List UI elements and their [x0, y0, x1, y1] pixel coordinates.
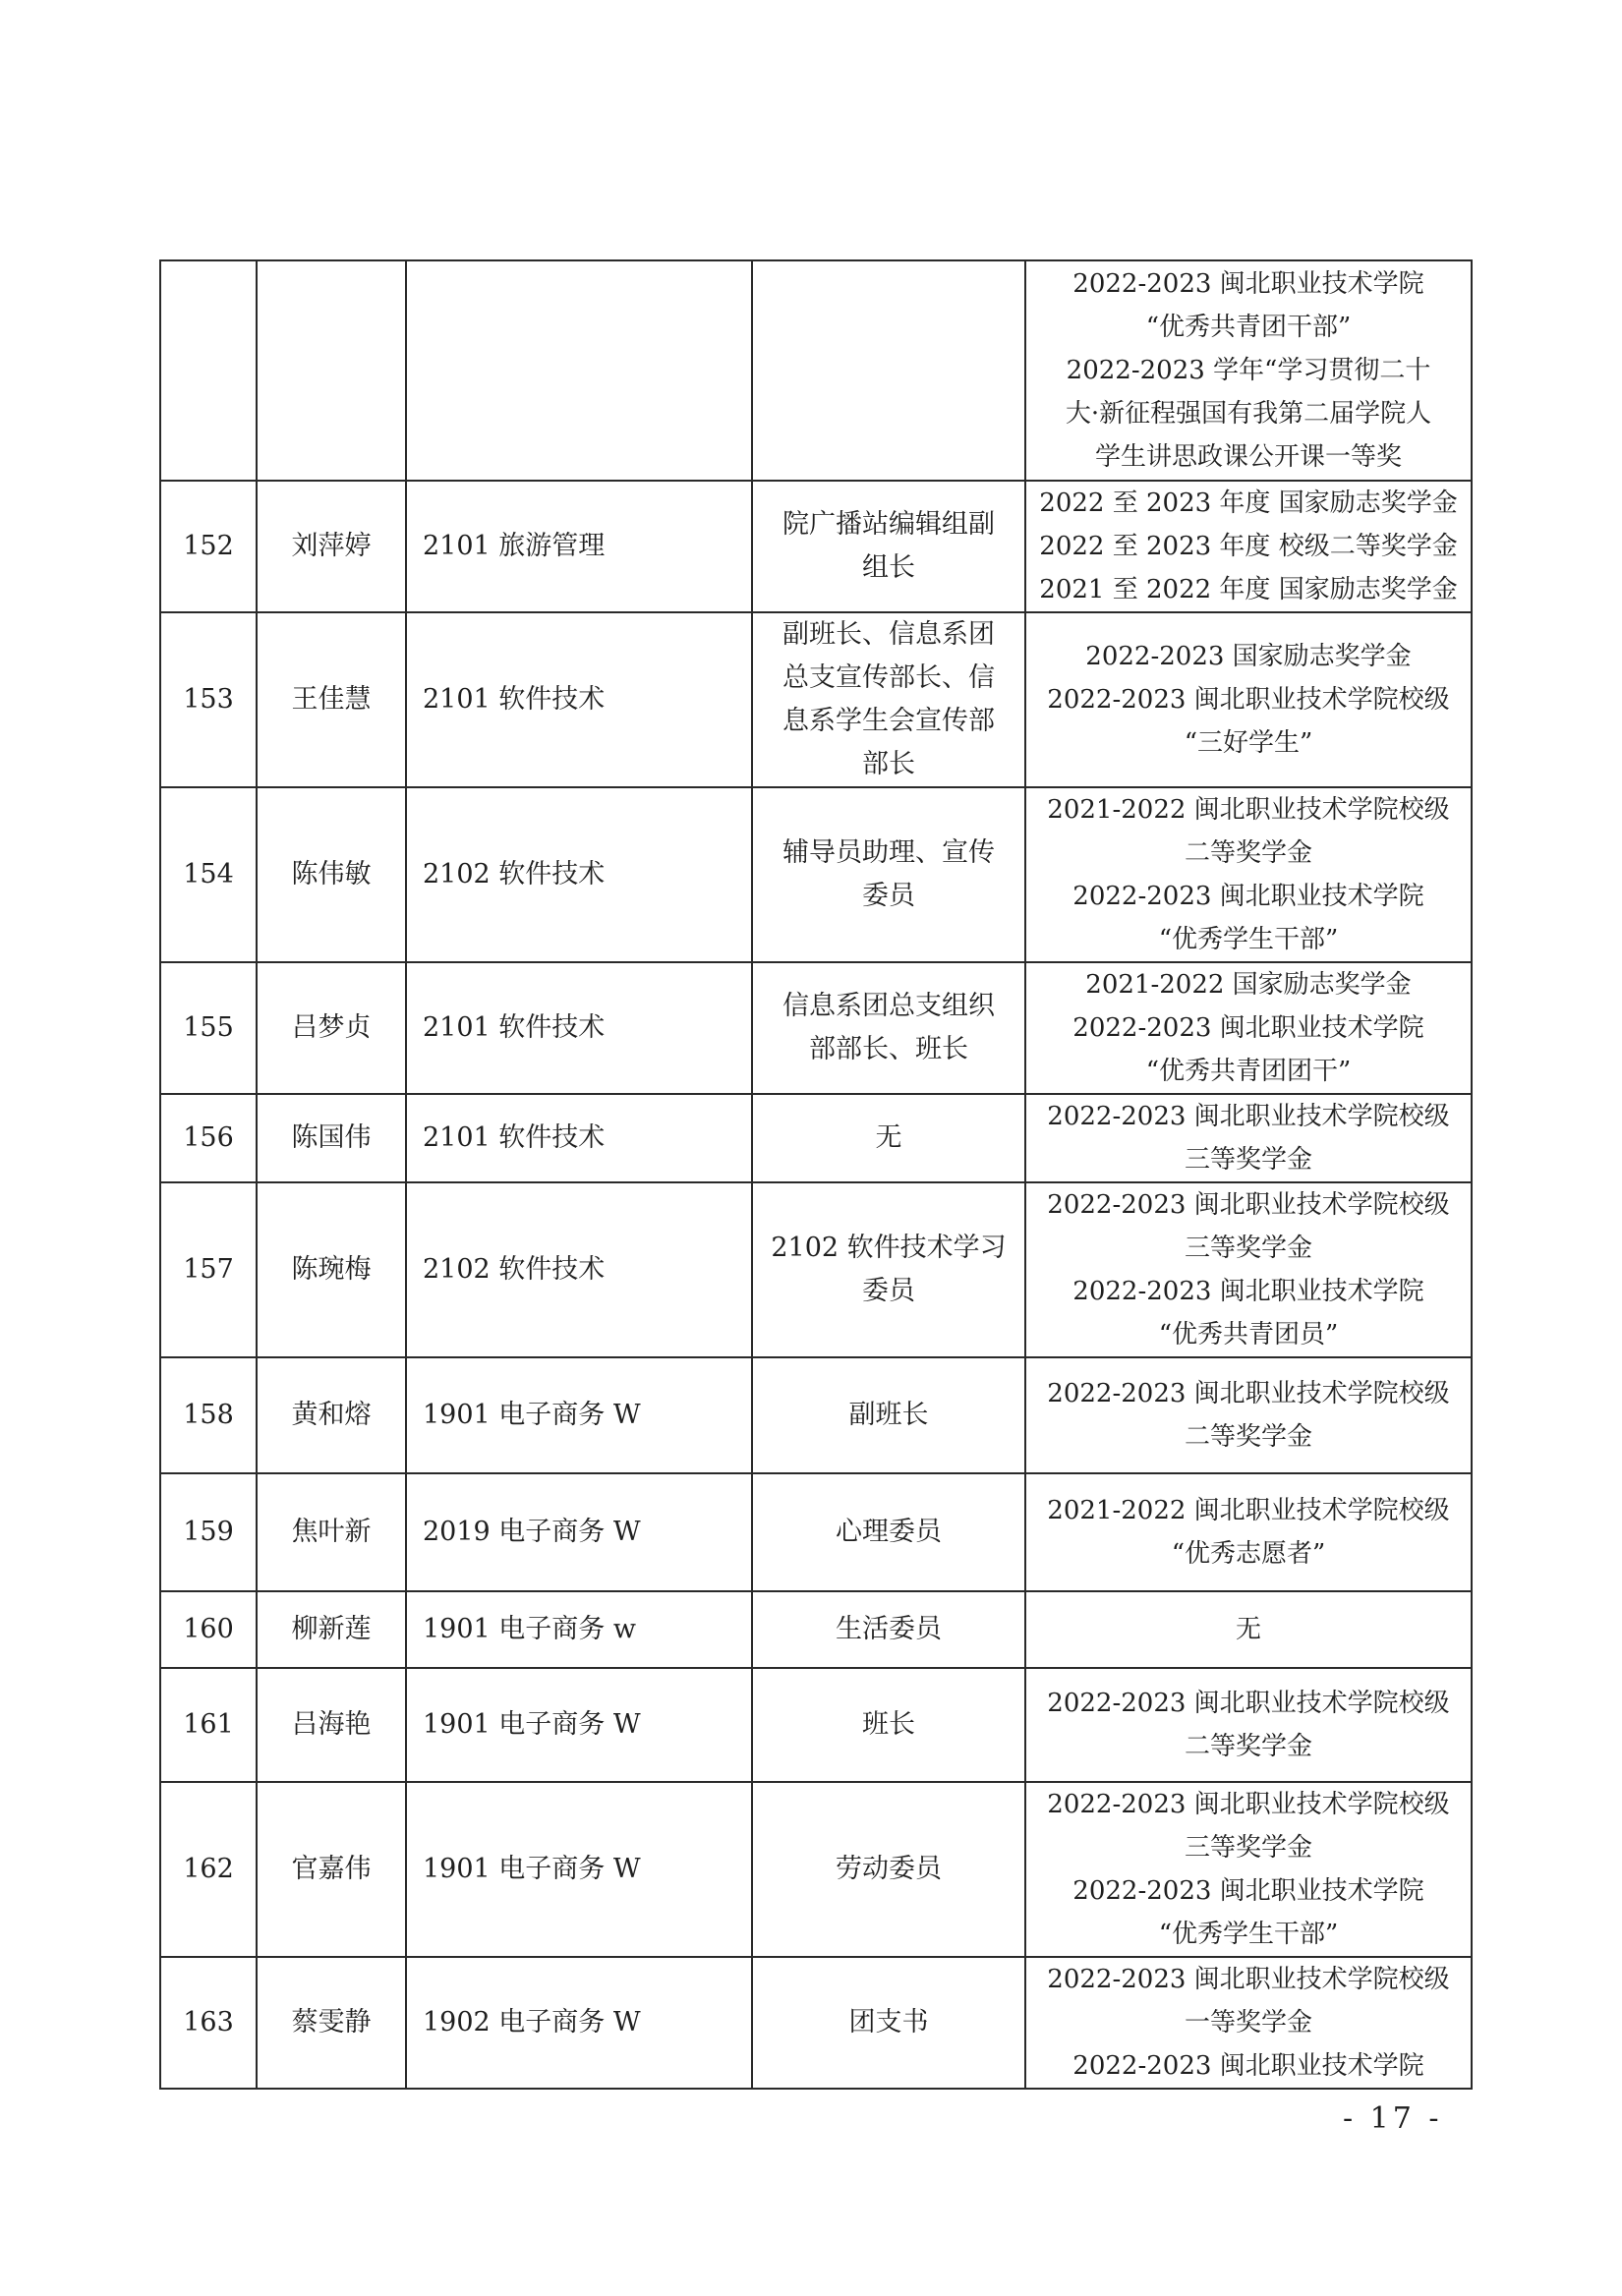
student-name: 王佳慧 — [257, 612, 406, 787]
award-line: 2022-2023 学年“学习贯彻二十 — [1066, 356, 1431, 385]
award-line: 学生讲思政课公开课一等奖 — [1094, 442, 1402, 472]
student-name: 吕海艳 — [257, 1668, 406, 1782]
student-name: 柳新莲 — [257, 1591, 406, 1668]
award-line: “优秀志愿者” — [1171, 1539, 1326, 1569]
roster-body — [160, 260, 1472, 2089]
table-row — [160, 1094, 1472, 1182]
row-number: 162 — [160, 1782, 257, 1957]
position-line: 心理委员 — [836, 1517, 942, 1547]
award-line: 2021-2022 闽北职业技术学院校级 — [1047, 1496, 1450, 1525]
award-line: 2022-2023 闽北职业技术学院校级 — [1047, 1102, 1450, 1131]
table-row — [160, 1957, 1472, 2089]
position-cell — [752, 1782, 1025, 1957]
student-name: 陈伟敏 — [257, 787, 406, 962]
award-line: “优秀共青团干部” — [1145, 313, 1352, 342]
table-row — [160, 1357, 1472, 1473]
student-roster-table — [159, 259, 1473, 2090]
row-number: 158 — [160, 1357, 257, 1473]
table-row — [160, 1591, 1472, 1668]
position-cell — [752, 787, 1025, 962]
page-number: - 17 - — [1343, 2101, 1443, 2136]
table-row — [160, 612, 1472, 787]
award-line: 2021 至 2022 年度 国家励志奖学金 — [1039, 575, 1458, 604]
row-number: 155 — [160, 962, 257, 1094]
class-name: 1901 电子商务 W — [406, 1668, 752, 1782]
awards-cell — [1025, 260, 1472, 481]
class-name: 1901 电子商务 W — [406, 1357, 752, 1473]
award-line: 2022-2023 闽北职业技术学院 — [1072, 1876, 1424, 1906]
awards-cell — [1025, 612, 1472, 787]
position-line: 副班长、信息系团 — [782, 619, 995, 650]
position-cell — [752, 1357, 1025, 1473]
position-line: 劳动委员 — [836, 1854, 942, 1884]
award-line: “三好学生” — [1184, 728, 1313, 758]
award-line: 2022-2023 闽北职业技术学院 — [1072, 269, 1424, 299]
student-name: 官嘉伟 — [257, 1782, 406, 1957]
class-name: 1901 电子商务 w — [406, 1591, 752, 1668]
student-name: 陈琬梅 — [257, 1182, 406, 1357]
award-line: 2022-2023 闽北职业技术学院校级 — [1047, 1379, 1450, 1408]
table-row — [160, 1473, 1472, 1591]
table-row — [160, 962, 1472, 1094]
class-name: 1901 电子商务 W — [406, 1782, 752, 1957]
position-cell — [752, 962, 1025, 1094]
award-line: 二等奖学金 — [1184, 1732, 1312, 1761]
position-line: 总支宣传部长、信 — [782, 662, 995, 693]
award-line: 三等奖学金 — [1184, 1145, 1312, 1175]
class-name: 2101 软件技术 — [406, 962, 752, 1094]
award-line: 2022-2023 闽北职业技术学院 — [1072, 2051, 1424, 2081]
table-row — [160, 260, 1472, 481]
position-cell — [752, 1591, 1025, 1668]
award-line: 2022-2023 闽北职业技术学院校级 — [1047, 1965, 1450, 1994]
award-line: 2022-2023 闽北职业技术学院校级 — [1047, 1790, 1450, 1819]
row-number: 163 — [160, 1957, 257, 2089]
position-line: 2102 软件技术学习 — [771, 1233, 1007, 1263]
award-line: “优秀共青团团干” — [1145, 1057, 1352, 1086]
class-name: 1902 电子商务 W — [406, 1957, 752, 2089]
awards-cell — [1025, 1957, 1472, 2089]
position-cell — [752, 1668, 1025, 1782]
position-line: 副班长 — [848, 1400, 929, 1430]
award-line: 三等奖学金 — [1184, 1833, 1312, 1863]
row-number: 152 — [160, 481, 257, 612]
award-line: 二等奖学金 — [1184, 838, 1312, 868]
position-cell — [752, 1957, 1025, 2089]
class-name: 2019 电子商务 W — [406, 1473, 752, 1591]
awards-cell — [1025, 1668, 1472, 1782]
awards-cell — [1025, 1182, 1472, 1357]
award-line: 无 — [1235, 1615, 1261, 1644]
row-number: 159 — [160, 1473, 257, 1591]
table-row — [160, 481, 1472, 612]
table-row — [160, 1782, 1472, 1957]
award-line: 2022 至 2023 年度 校级二等奖学金 — [1039, 532, 1458, 561]
award-line: 一等奖学金 — [1184, 2008, 1312, 2038]
class-name — [406, 260, 752, 481]
student-name: 陈国伟 — [257, 1094, 406, 1182]
position-line: 院广播站编辑组副 — [782, 509, 995, 540]
position-line: 辅导员助理、宣传 — [782, 837, 995, 868]
row-number: 157 — [160, 1182, 257, 1357]
awards-cell — [1025, 1782, 1472, 1957]
award-line: “优秀共青团员” — [1158, 1320, 1339, 1349]
class-name: 2102 软件技术 — [406, 787, 752, 962]
award-line: “优秀学生干部” — [1158, 925, 1339, 954]
position-line: 委员 — [862, 881, 915, 911]
position-cell — [752, 1094, 1025, 1182]
award-line: 2022-2023 闽北职业技术学院校级 — [1047, 1190, 1450, 1220]
row-number: 154 — [160, 787, 257, 962]
student-name: 蔡雯静 — [257, 1957, 406, 2089]
awards-cell — [1025, 481, 1472, 612]
position-line: 委员 — [862, 1276, 915, 1306]
awards-cell — [1025, 962, 1472, 1094]
row-number — [160, 260, 257, 481]
class-name: 2101 软件技术 — [406, 612, 752, 787]
position-line: 部长 — [862, 749, 915, 779]
award-line: 2022-2023 闽北职业技术学院校级 — [1047, 1689, 1450, 1718]
student-name: 吕梦贞 — [257, 962, 406, 1094]
award-line: 2021-2022 闽北职业技术学院校级 — [1047, 795, 1450, 825]
position-line: 组长 — [862, 552, 915, 583]
table-row — [160, 1182, 1472, 1357]
row-number: 160 — [160, 1591, 257, 1668]
class-name: 2101 软件技术 — [406, 1094, 752, 1182]
table-row — [160, 1668, 1472, 1782]
student-name — [257, 260, 406, 481]
position-line: 息系学生会宣传部 — [782, 706, 995, 736]
award-line: 2022-2023 闽北职业技术学院 — [1072, 1013, 1424, 1043]
student-name: 刘萍婷 — [257, 481, 406, 612]
award-line: 2022 至 2023 年度 国家励志奖学金 — [1039, 488, 1458, 518]
award-line: 2021-2022 国家励志奖学金 — [1085, 970, 1412, 1000]
awards-cell — [1025, 1591, 1472, 1668]
student-name: 黄和熔 — [257, 1357, 406, 1473]
position-line: 班长 — [862, 1709, 915, 1740]
row-number: 156 — [160, 1094, 257, 1182]
class-name: 2102 软件技术 — [406, 1182, 752, 1357]
award-line: 2022-2023 闽北职业技术学院 — [1072, 882, 1424, 911]
position-line: 生活委员 — [836, 1614, 942, 1644]
class-name: 2101 旅游管理 — [406, 481, 752, 612]
awards-cell — [1025, 1473, 1472, 1591]
position-cell — [752, 612, 1025, 787]
position-cell — [752, 1473, 1025, 1591]
position-line: 团支书 — [848, 2007, 929, 2038]
position-line: 无 — [875, 1122, 902, 1153]
position-line: 信息系团总支组织 — [782, 991, 995, 1021]
awards-cell — [1025, 1094, 1472, 1182]
awards-cell — [1025, 1357, 1472, 1473]
position-line: 部部长、班长 — [809, 1034, 968, 1064]
student-name: 焦叶新 — [257, 1473, 406, 1591]
awards-cell — [1025, 787, 1472, 962]
award-line: 2022-2023 国家励志奖学金 — [1085, 642, 1412, 671]
row-number: 161 — [160, 1668, 257, 1782]
award-line: “优秀学生干部” — [1158, 1920, 1339, 1949]
position-cell — [752, 1182, 1025, 1357]
award-line: 二等奖学金 — [1184, 1422, 1312, 1452]
row-number: 153 — [160, 612, 257, 787]
position-cell — [752, 260, 1025, 481]
table-row — [160, 787, 1472, 962]
award-line: 2022-2023 闽北职业技术学院 — [1072, 1277, 1424, 1306]
award-line: 三等奖学金 — [1184, 1234, 1312, 1263]
award-line: 大·新征程强国有我第二届学院人 — [1065, 399, 1432, 429]
award-line: 2022-2023 闽北职业技术学院校级 — [1047, 685, 1450, 715]
position-cell — [752, 481, 1025, 612]
